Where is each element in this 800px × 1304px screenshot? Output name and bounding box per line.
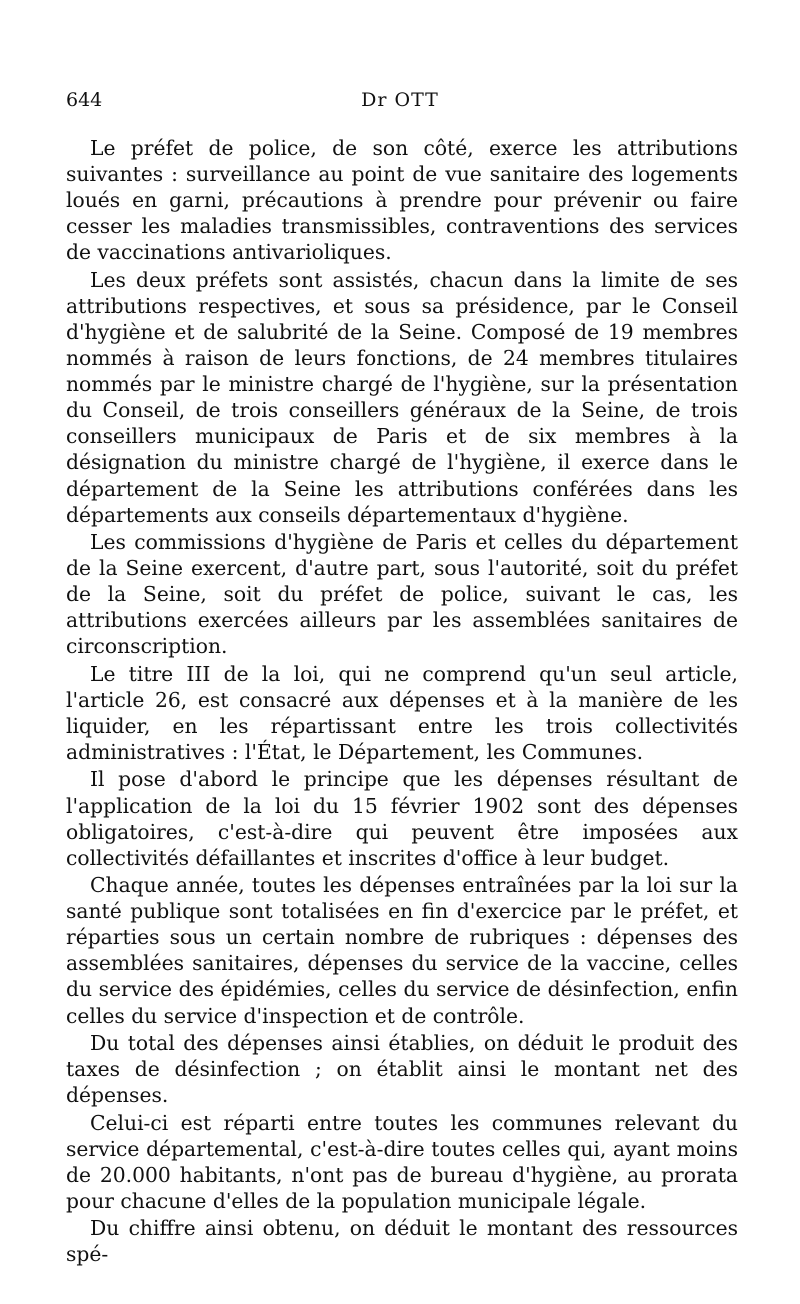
paragraph-commissions: Les commissions d'hygiène de Paris et celles du département de la Seine exercent, d'autre part, sous l'autorité, soit du préfet de la Seine, soit du préfet de police, suivant le cas, les attributions exercées ailleurs par les assemblées sanitaires de circonscription.: [66, 530, 738, 659]
paragraph-depenses-obligatoires: Il pose d'abord le principe que les dépenses résultant de l'application de la loi du 15 février 1902 sont des dépenses obligatoires, c'est-à-dire qui peuvent être imposées aux collectivités défaillantes et inscrites d'office à leur budget.: [66, 767, 738, 870]
paragraph-conseil-hygiene: Les deux préfets sont assistés, chacun dans la limite de ses attributions respectives, et sous sa présidence, par le Conseil d'hygiène et de salubrité de la Seine. Composé de 19 membres nommés à raison de leurs fonctions, de 24 membres titulaires nommés par le ministre chargé de l'hygiène, sur la présentation du Conseil, de trois conseillers généraux de la Seine, de trois conseillers municipaux de Paris et de six membres à la désignation du ministre chargé de l'hygiène, il exerce dans le département de la Seine les attributions conférées dans les départements aux conseils départementaux d'hygiène.: [66, 267, 738, 527]
paragraph-prefet-police: Le préfet de police, de son côté, exerce les attributions suivantes : surveillance au point de vue sanitaire des logements loués en garni, précautions à prendre pour prévenir ou faire cesser les maladies transmissibles, contraventions des services de vaccinations antivarioliques.: [66, 136, 738, 265]
paragraph-repartition-communes: Celui-ci est réparti entre toutes les communes relevant du service départemental, c'est-à-dire toutes celles qui, ayant moins de 20.000 habitants, n'ont pas de bureau d'hygiène, au prorata pour chacune d'elles de la population municipale légale.: [66, 1110, 738, 1213]
paragraph-titre-iii: Le titre III de la loi, qui ne comprend qu'un seul article, l'article 26, est consacré aux dépenses et à la manière de les liquider, en les répartissant entre les trois collectivités administratives : l'État, le Département, les Communes.: [66, 661, 738, 765]
page-number: 644: [66, 89, 103, 111]
paragraph-ressources: Du chiffre ainsi obtenu, on déduit le montant des ressources spé-: [66, 1216, 738, 1267]
body-text: [66, 135, 738, 1269]
paragraph-taxes-desinfection: Du total des dépenses ainsi établies, on déduit le produit des taxes de désinfection ; on établit ainsi le montant net des dépenses.: [66, 1030, 738, 1108]
running-head: [66, 88, 736, 112]
paragraph-rubriques: Chaque année, toutes les dépenses entraînées par la loi sur la santé publique sont totalisées en fin d'exercice par le préfet, et réparties sous un certain nombre de rubriques : dépenses des assemblées sanitaires, dépenses du service de la vaccine, celles du service des épidémies, celles du service de désinfection, enfin celles du service d'inspection et de contrôle.: [66, 873, 738, 1028]
running-head-title: Dr OTT: [361, 89, 439, 111]
